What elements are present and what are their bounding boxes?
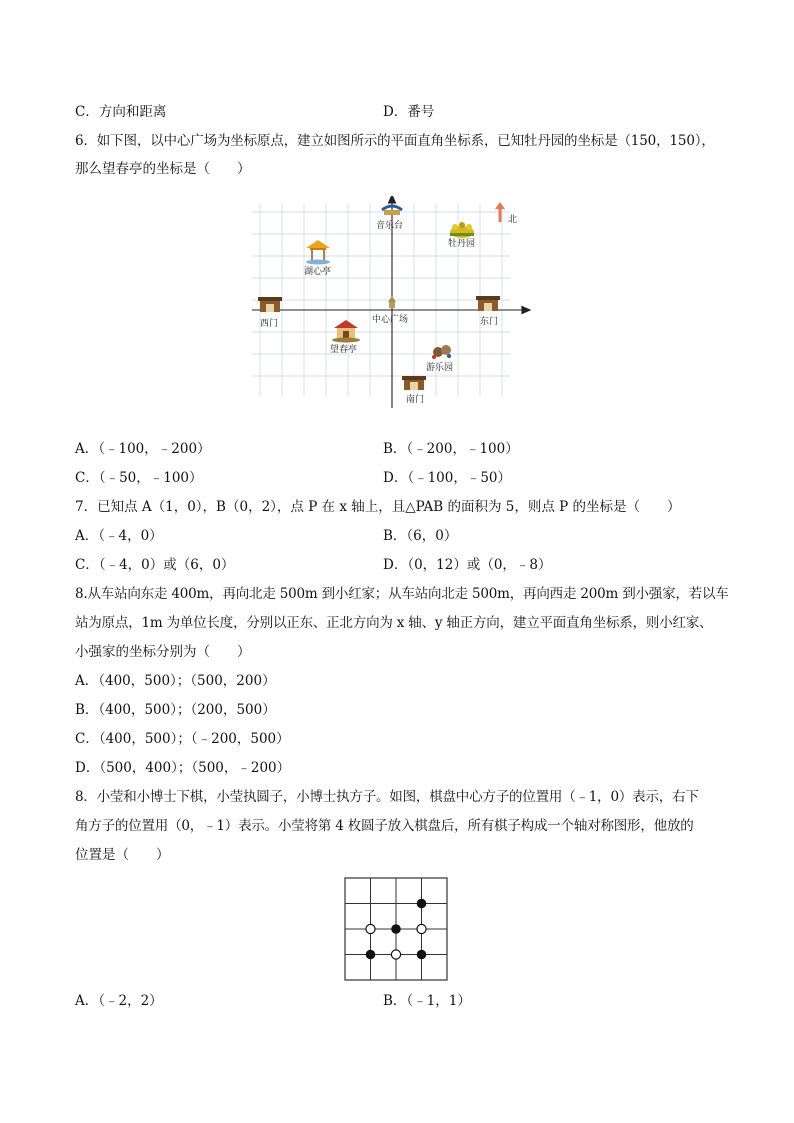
label-south-gate: 南门 (406, 395, 425, 405)
q6-stem-line1: 6．如下图，以中心广场为坐标原点，建立如图所示的平面直角坐标系，已知牡丹园的坐标是（150，150）， (75, 133, 715, 149)
q8b-stem-line1: 8．小莹和小博士下棋，小莹执圆子，小博士执方子。如图，棋盘中心方子的位置用（﹣1，0）表示，右下 (75, 789, 699, 805)
music-stage-icon (382, 206, 402, 215)
q7-option-b: B．（6，0） (383, 528, 458, 544)
q8a-stem-line3: 小强家的坐标分别为（ ） (75, 644, 251, 660)
q8a-option-d: D．（500，400）；（500，﹣200） (75, 760, 291, 776)
q8a-stem-line1: 8.从车站向东走 400m，再向北走 500m 到小红家；从车站向北走 500m，再向西走 200m 到小强家，若以车 (75, 586, 729, 602)
center-square-icon (388, 296, 396, 308)
amusement-park-icon (432, 345, 451, 359)
q5-option-d: D．番号 (383, 104, 435, 120)
q7-option-c: C．（﹣4，0）或（6，0） (75, 557, 235, 573)
q8a-option-b: B．（400，500）；（200，500） (75, 702, 276, 718)
west-gate-icon (258, 297, 282, 312)
q6-stem-line2: 那么望春亭的坐标是（ ） (75, 161, 251, 177)
label-wangchun-pavilion: 望春亭 (330, 345, 358, 355)
black-piece (417, 899, 427, 909)
q8a-stem-line2: 站为原点，1m 为单位长度，分别以正东、正北方向为 x 轴、y 轴正方向，建立平面直角坐标系，则小红家、 (75, 615, 713, 631)
label-lake-pavilion: 湖心亭 (304, 267, 332, 277)
q7-option-d: D．（0，12）或（0，﹣8） (383, 557, 552, 573)
q6-option-c: C．（﹣50，﹣100） (75, 470, 203, 486)
black-piece-center (391, 924, 401, 934)
q6-option-b: B．（﹣200，﹣100） (383, 441, 519, 457)
lake-pavilion-icon (306, 240, 330, 265)
q8a-option-c: C．（400，500）；（﹣200，500） (75, 731, 290, 747)
label-music-stage: 音乐台 (376, 221, 404, 231)
peony-garden-icon (450, 222, 474, 238)
q7-stem: 7．已知点 A（1，0），B（0，2），点 P 在 x 轴上，且△PAB 的面积为 5，则点 P 的坐标是（ ） (75, 499, 681, 515)
label-amusement-park: 游乐园 (426, 363, 454, 373)
label-center-square: 中心广场 (372, 315, 409, 325)
white-piece (417, 924, 426, 933)
south-gate-icon (402, 376, 426, 390)
q6-option-d: D．（﹣100，﹣50） (383, 470, 512, 486)
wangchun-pavilion-icon (332, 320, 360, 343)
park-map-figure (248, 196, 538, 412)
north-arrow-icon (495, 202, 517, 225)
q8b-option-a: A．（﹣2，2） (75, 993, 163, 1009)
label-peony-garden: 牡丹园 (448, 239, 476, 249)
q7-option-a: A．（﹣4，0） (75, 528, 163, 544)
east-gate-icon (476, 296, 500, 311)
chessboard-figure (344, 877, 448, 981)
label-west-gate: 西门 (260, 319, 279, 329)
q8a-option-a: A．（400，500）；（500，200） (75, 673, 276, 689)
q8b-stem-line3: 位置是（ ） (75, 847, 170, 863)
q8b-stem-line2: 角方子的位置用（0，﹣1）表示。小莹将第 4 枚圆子放入棋盘后，所有棋子构成一个轴对称图形，他放的 (75, 818, 694, 834)
q8b-option-b: B．（﹣1，1） (383, 993, 471, 1009)
q6-option-a: A．（﹣100，﹣200） (75, 441, 211, 457)
q5-option-c: C．方向和距离 (75, 104, 167, 120)
white-piece (391, 950, 400, 959)
black-piece (366, 950, 376, 960)
white-piece (366, 924, 375, 933)
label-east-gate: 东门 (480, 317, 499, 327)
black-piece-bottom-right (417, 950, 427, 960)
svg-text:北: 北 (508, 215, 518, 225)
